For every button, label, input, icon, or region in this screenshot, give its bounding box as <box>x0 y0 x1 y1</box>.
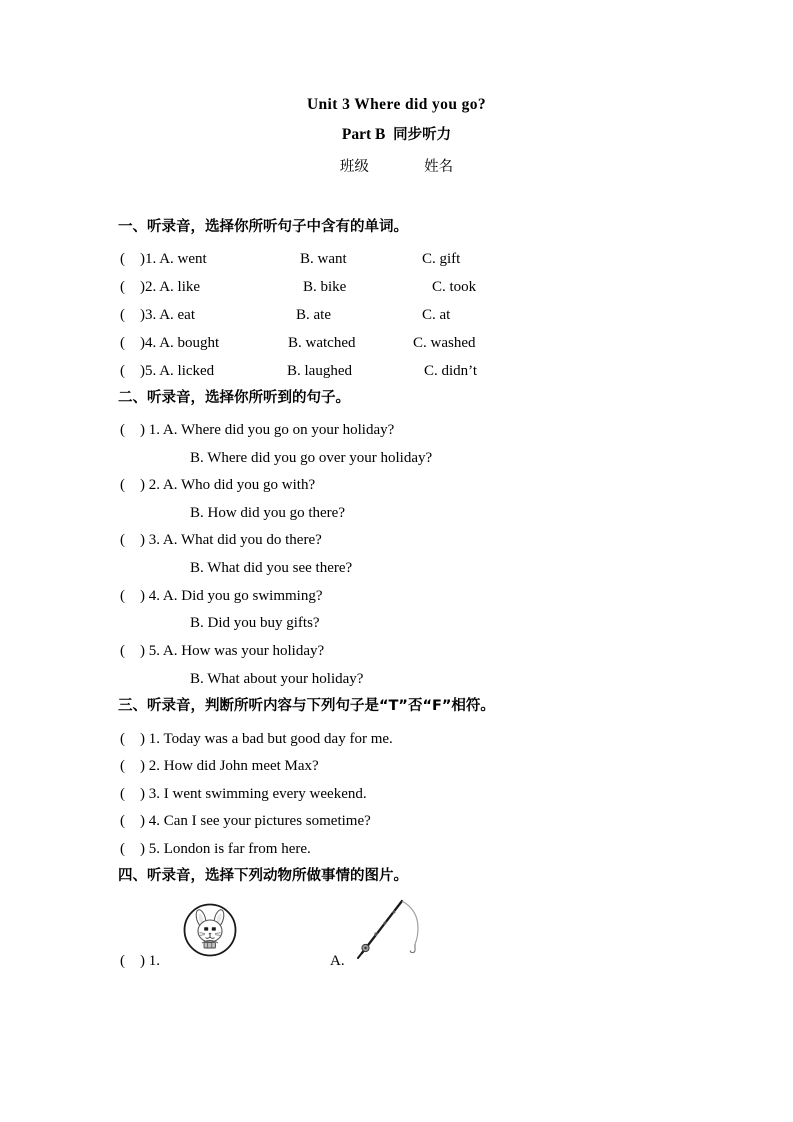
section-heading-2: 二、听录音，选择你所听到的句子。 <box>118 390 350 406</box>
question-suboption[interactable]: B. How did you go there? <box>190 505 345 521</box>
question-suboption[interactable]: B. Did you buy gifts? <box>190 615 320 631</box>
section-heading-4: 四、听录音，选择下列动物所做事情的图片。 <box>118 868 408 884</box>
rabbit-face-circle-icon <box>183 903 237 957</box>
fishing-rod-icon <box>352 895 426 959</box>
option-c[interactable]: C. at <box>422 307 451 323</box>
option-c[interactable]: C. took <box>432 279 477 295</box>
question-suboption[interactable]: B. Where did you go over your holiday? <box>190 450 433 466</box>
document-header <box>0 94 793 178</box>
page-subtitle <box>0 124 793 146</box>
question-row[interactable]: ( ) 3. A. What did you do there? <box>120 532 322 548</box>
question-row <box>120 249 207 269</box>
answer-bracket[interactable]: ( )4. <box>120 335 157 351</box>
question-row[interactable]: ( ) 1. Today was a bad but good day for me. <box>120 731 393 747</box>
page-subtitle-en: Part B <box>341 126 386 143</box>
question-row[interactable]: ( ) 1. <box>120 953 160 969</box>
option-c[interactable]: C. washed <box>413 335 476 351</box>
answer-bracket[interactable]: ( )1. <box>120 251 157 267</box>
question-suboption[interactable]: B. What did you see there? <box>190 560 353 576</box>
question-row <box>120 361 214 381</box>
class-label: 班级 <box>339 159 369 175</box>
option-b[interactable]: B. ate <box>296 307 331 323</box>
answer-bracket[interactable]: ( )5. <box>120 363 157 379</box>
question-row <box>120 277 200 297</box>
section-heading-1: 一、听录音，选择你所听句子中含有的单词。 <box>118 219 408 235</box>
option-a[interactable]: A. like <box>159 279 201 295</box>
question-row[interactable]: ( ) 2. A. Who did you go with? <box>120 477 316 493</box>
question-row[interactable]: ( ) 5. London is far from here. <box>120 841 311 857</box>
section-heading-3: 三、听录音，判断所听内容与下列句子是“T”否“F”相符。 <box>118 698 495 714</box>
option-b[interactable]: B. bike <box>303 279 347 295</box>
option-a[interactable]: A. eat <box>159 307 196 323</box>
question-row[interactable]: ( ) 3. I went swimming every weekend. <box>120 786 367 802</box>
question-row[interactable]: ( ) 2. How did John meet Max? <box>120 758 319 774</box>
page-subtitle-cn: 同步听力 <box>393 127 452 143</box>
answer-bracket[interactable]: ( )3. <box>120 307 157 323</box>
question-suboption[interactable]: B. What about your holiday? <box>190 671 364 687</box>
option-b[interactable]: B. watched <box>288 335 356 351</box>
page-title: Unit 3 Where did you go? <box>306 96 487 113</box>
question-row[interactable]: ( ) 4. A. Did you go swimming? <box>120 588 323 604</box>
question-row[interactable]: ( ) 1. A. Where did you go on your holiday? <box>120 422 395 438</box>
question-row[interactable]: ( ) 4. Can I see your pictures sometime? <box>120 813 371 829</box>
question-row <box>120 333 219 353</box>
option-a[interactable]: A. went <box>159 251 207 267</box>
question-row[interactable]: ( ) 5. A. How was your holiday? <box>120 643 325 659</box>
answer-bracket[interactable]: ( )2. <box>120 279 157 295</box>
option-a[interactable]: A. bought <box>159 335 220 351</box>
option-a[interactable]: A. licked <box>159 363 215 379</box>
student-info-row <box>0 156 793 178</box>
name-label: 姓名 <box>424 159 454 175</box>
picture-option-label[interactable]: A. <box>330 953 345 969</box>
option-c[interactable]: C. gift <box>422 251 461 267</box>
question-row <box>120 305 195 325</box>
option-b[interactable]: B. laughed <box>287 363 352 379</box>
option-c[interactable]: C. didn’t <box>424 363 478 379</box>
option-b[interactable]: B. want <box>300 251 347 267</box>
